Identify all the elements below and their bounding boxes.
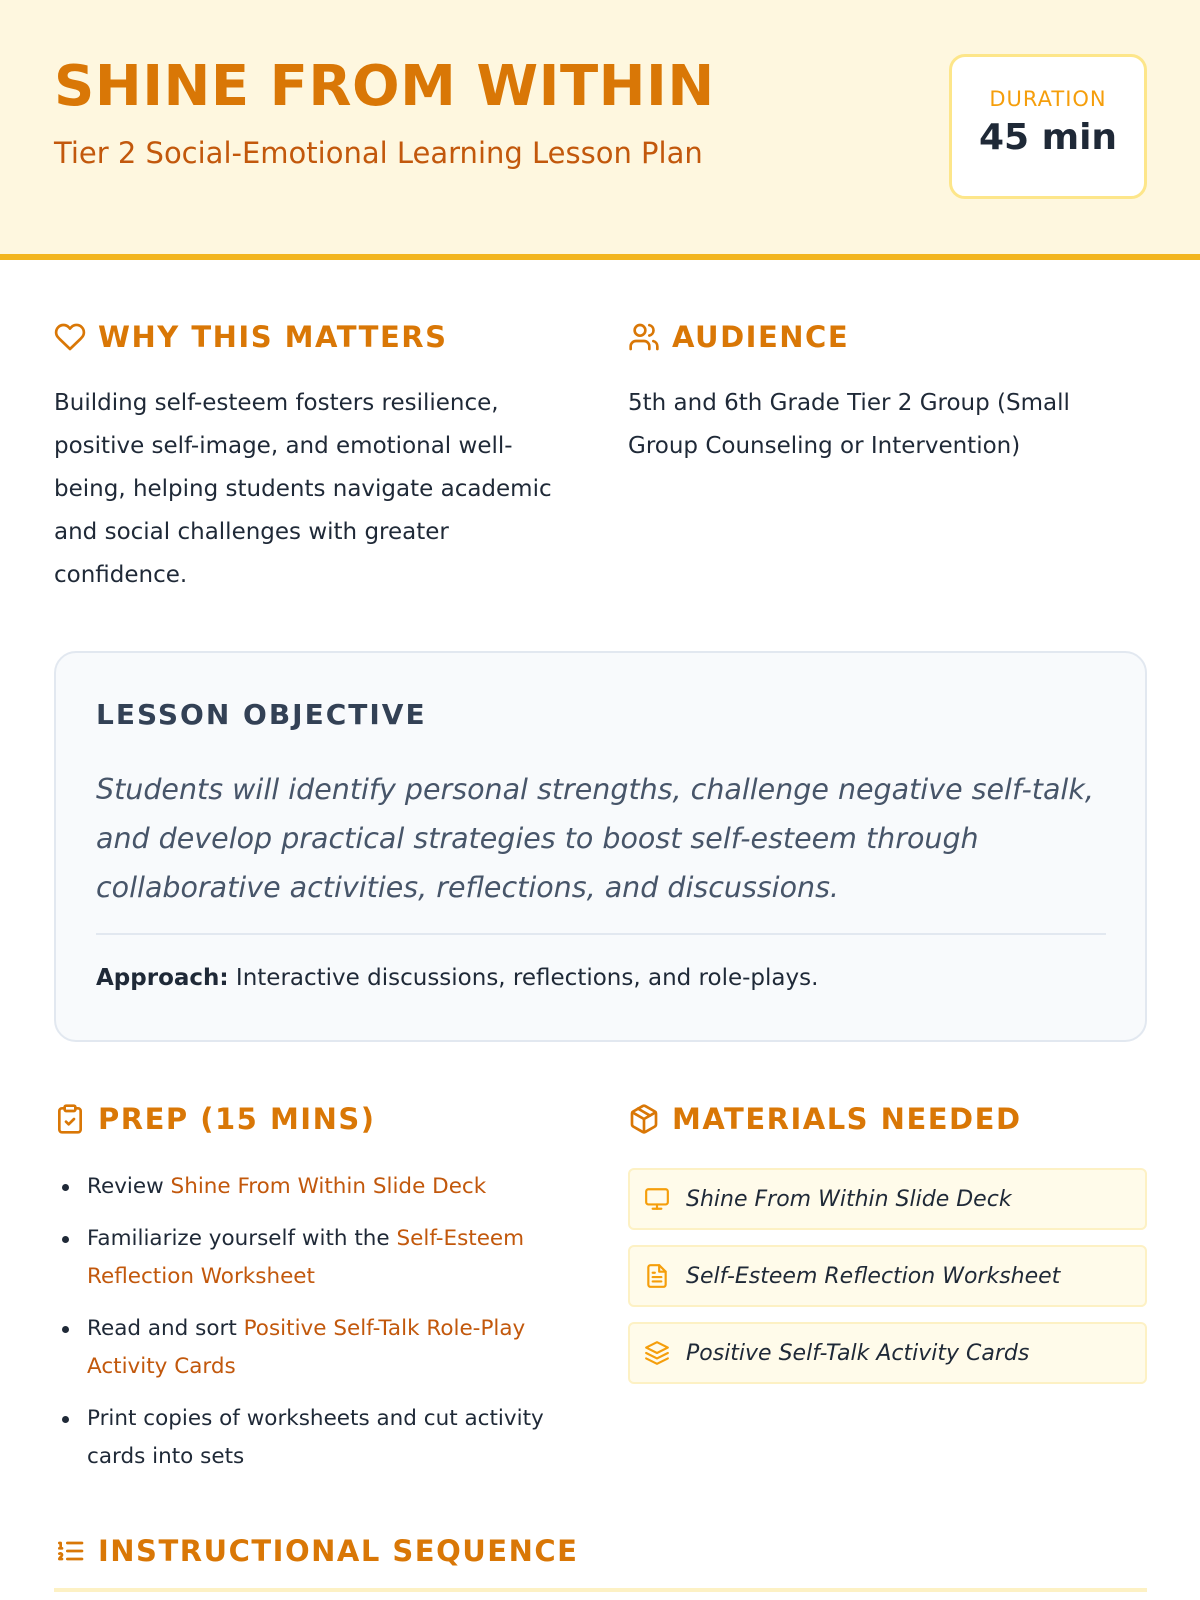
prep-item-link[interactable]: Shine From Within Slide Deck [170, 1174, 487, 1199]
material-item-worksheet [628, 1245, 1147, 1307]
prep-heading [54, 1102, 376, 1136]
monitor-icon [644, 1186, 670, 1212]
materials-heading [628, 1102, 1022, 1136]
users-icon [628, 321, 660, 353]
objective-heading: LESSON OBJECTIVE [96, 698, 427, 731]
why-heading [54, 320, 448, 354]
why-heading-label: WHY THIS MATTERS [98, 320, 448, 354]
prep-list [54, 1168, 574, 1490]
page-title: SHINE FROM WITHIN [54, 54, 715, 119]
approach-text: Interactive discussions, reflections, and role-plays. [228, 965, 819, 991]
prep-item-link[interactable]: Positive Self-Talk Role-Play Activity Cards [87, 1316, 526, 1379]
layers-icon [644, 1340, 670, 1366]
list-ordered-icon [54, 1535, 86, 1567]
material-label: Self-Esteem Reflection Worksheet [686, 1263, 1061, 1289]
header-banner [0, 0, 1200, 260]
duration-value: 45 min [978, 117, 1118, 158]
sequence-divider [54, 1588, 1147, 1592]
approach-label: Approach: [96, 965, 229, 991]
prep-heading-label: PREP (15 MINS) [98, 1102, 376, 1136]
prep-item [54, 1168, 574, 1206]
audience-heading [628, 320, 849, 354]
duration-badge [949, 54, 1147, 199]
prep-item [54, 1220, 574, 1296]
material-label: Shine From Within Slide Deck [686, 1186, 1012, 1212]
prep-item-text: Print copies of worksheets and cut activity cards into sets [87, 1406, 544, 1469]
heart-icon [54, 321, 86, 353]
audience-text: 5th and 6th Grade Tier 2 Group (Small Group Counseling or Intervention) [628, 390, 1070, 459]
sequence-heading [54, 1534, 578, 1568]
clipboard-check-icon [54, 1103, 86, 1135]
objective-card [54, 651, 1147, 1042]
page-subtitle: Tier 2 Social-Emotional Learning Lesson Plan [54, 136, 703, 170]
audience-heading-label: AUDIENCE [672, 320, 850, 354]
objective-text: Students will identify personal strengths, challenge negative self-talk, and develop practical strategies to boost self-esteem through collaborative activities, reflections, and discussions. [96, 773, 1094, 904]
prep-item-text: Review [87, 1174, 171, 1199]
objective-divider [96, 933, 1106, 935]
why-text: Building self-esteem fosters resilience, positive self-image, and emotional well-being, helping students navigate academic and social challenges with greater confidence. [54, 390, 552, 588]
prep-item-link[interactable]: Self-Esteem Reflection Worksheet [87, 1226, 525, 1289]
prep-item-text: Familiarize yourself with the [87, 1226, 397, 1251]
package-icon [628, 1103, 660, 1135]
materials-heading-label: MATERIALS NEEDED [672, 1102, 1022, 1136]
objective-approach [96, 965, 818, 991]
duration-label: DURATION [989, 87, 1107, 111]
material-label: Positive Self-Talk Activity Cards [686, 1340, 1030, 1366]
prep-item [54, 1400, 574, 1476]
material-item-activity-cards [628, 1322, 1147, 1384]
file-text-icon [644, 1263, 670, 1289]
prep-item [54, 1310, 574, 1386]
sequence-heading-label: INSTRUCTIONAL SEQUENCE [98, 1534, 579, 1568]
material-item-slide-deck [628, 1168, 1147, 1230]
prep-item-text: Read and sort [87, 1316, 244, 1341]
